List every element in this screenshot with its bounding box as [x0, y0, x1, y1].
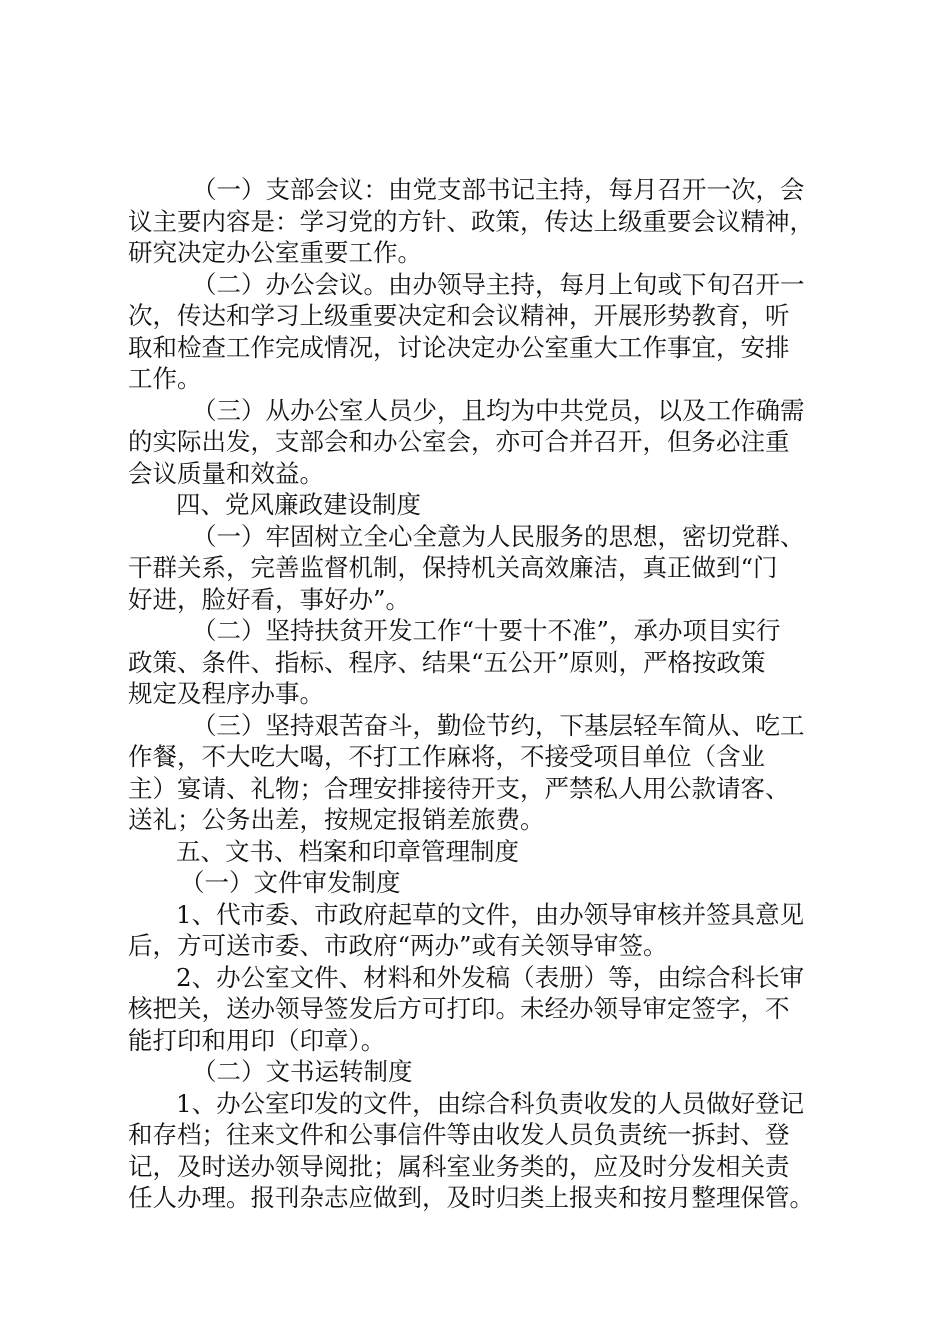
text-line: （三）坚持艰苦奋斗，勤俭节约，下基层轻车简从、吃工	[192, 710, 805, 740]
text-line: 1、办公室印发的文件，由综合科负责收发的人员做好登记	[176, 1088, 805, 1118]
text-line: （三）从办公室人员少，且均为中共党员，以及工作确需	[192, 395, 805, 425]
text-line: （二）办公会议。由办领导主持，每月上旬或下旬召开一	[192, 269, 805, 299]
text-line: 任人办理。报刊杂志应做到，及时归类上报夹和按月整理保管。	[128, 1183, 814, 1212]
text-line: 规定及程序办事。	[128, 679, 324, 708]
text-line: 能打印和用印（印章）。	[128, 1025, 386, 1055]
text-line: 次，传达和学习上级重要决定和会议精神，开展形势教育，听	[128, 301, 790, 330]
text-line: 记，及时送办领导阅批；属科室业务类的，应及时分发相关责	[128, 1151, 790, 1181]
text-line: 的实际出发，支部会和办公室会，亦可合并召开，但务必注重	[128, 427, 790, 456]
text-line: 核把关，送办领导签发后方可打印。未经办领导审定签字，不	[128, 994, 790, 1023]
text-line: 2、办公室文件、材料和外发稿（表册）等，由综合科长审	[176, 962, 805, 992]
text-line: 和存档；往来文件和公事信件等由收发人员负责统一拆封、登	[128, 1120, 790, 1149]
text-line: （一）文件审发制度	[180, 868, 401, 897]
text-line: 好进，脸好看，事好办”。	[128, 584, 411, 614]
text-line: 后，方可送市委、市政府“两办”或有关领导审签。	[128, 931, 668, 960]
text-line: 作餐，不大吃大喝，不打工作麻将，不接受项目单位（含业	[128, 742, 765, 771]
text-line: 1、代市委、市政府起草的文件，由办领导审核并签具意见	[176, 899, 805, 929]
text-line: （二）坚持扶贫开发工作“十要十不准”，承办项目实行	[192, 616, 781, 645]
text-line: 干群关系，完善监督机制，保持机关高效廉洁，真正做到“门	[128, 553, 778, 582]
text-line: （一）牢固树立全心全意为人民服务的思想，密切党群、	[192, 521, 805, 551]
text-line: 会议质量和效益。	[128, 458, 324, 488]
text-line: （二）文书运转制度	[192, 1057, 413, 1086]
text-line: 四、党风廉政建设制度	[176, 490, 421, 519]
text-line: 政策、条件、指标、程序、结果“五公开”原则，严格按政策	[128, 647, 766, 677]
text-line: 工作。	[128, 364, 202, 393]
text-line: 送礼；公务出差，按规定报销差旅费。	[128, 805, 545, 834]
text-line: （一）支部会议：由党支部书记主持，每月召开一次，会	[192, 175, 805, 204]
text-line: 研究决定办公室重要工作。	[128, 238, 422, 267]
document-body	[128, 174, 834, 1214]
text-line: 取和检查工作完成情况，讨论决定办公室重大工作事宜，安排	[128, 332, 790, 362]
text-line: 五、文书、档案和印章管理制度	[176, 836, 519, 866]
text-line: 议主要内容是：学习党的方针、政策，传达上级重要会议精神，	[128, 206, 814, 236]
text-line: 主）宴请、礼物；合理安排接待开支，严禁私人用公款请客、	[128, 773, 790, 803]
